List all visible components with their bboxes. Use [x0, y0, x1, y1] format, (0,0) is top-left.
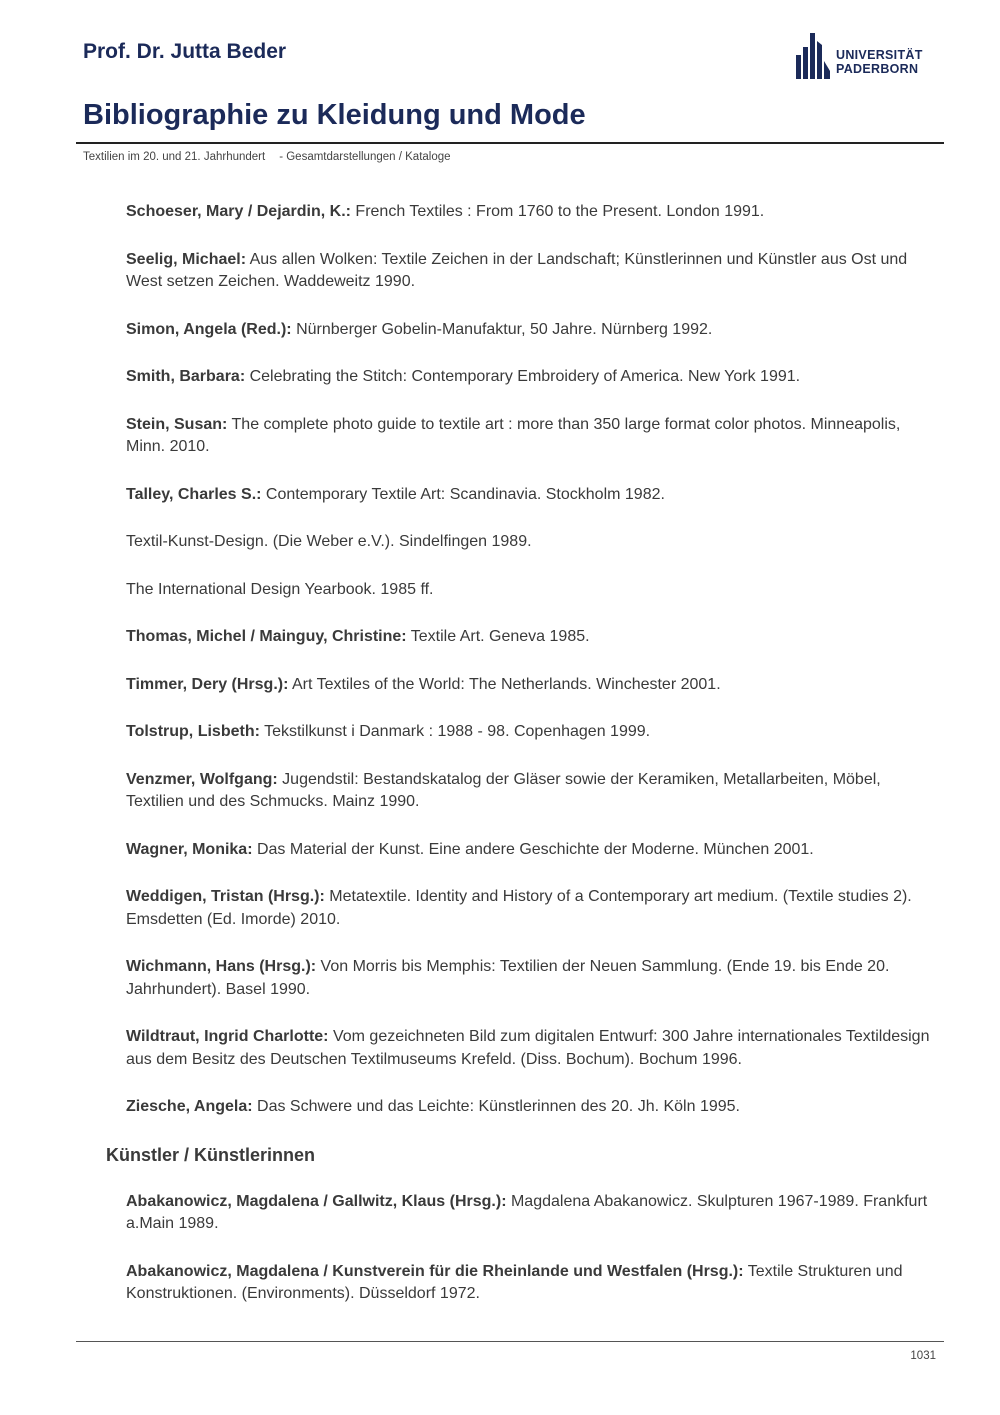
bib-author: Abakanowicz, Magdalena / Gallwitz, Klaus (Hrsg.):: [126, 1192, 507, 1210]
bib-text: The International Design Yearbook. 1985 ff.: [126, 580, 434, 598]
bib-author: Wichmann, Hans (Hrsg.):: [126, 958, 317, 975]
bib-entry: [126, 1026, 936, 1071]
university-paderborn-logo-icon: [794, 31, 832, 81]
bib-text: Contemporary Textile Art: Scandinavia. Stockholm 1982.: [261, 485, 665, 503]
bib-entry: [126, 249, 936, 294]
bib-author: Thomas, Michel / Mainguy, Christine:: [126, 628, 407, 645]
header-divider: [76, 142, 944, 144]
document-title: Bibliographie zu Kleidung und Mode: [83, 99, 586, 131]
bib-text: Textile Art. Geneva 1985.: [406, 628, 590, 645]
bib-entry: [126, 839, 936, 862]
bib-text: Art Textiles of the World: The Netherlands. Winchester 2001.: [288, 675, 721, 693]
bib-entry: [126, 626, 936, 649]
bib-text: The complete photo guide to textile art : more than 350 large format color photos. Minneapolis, Minn. 2010.: [126, 415, 901, 455]
logo-line-2: PADERBORN: [836, 62, 919, 76]
subtitle-right: - Gesamtdarstellungen / Kataloge: [279, 151, 451, 163]
bib-author: Ziesche, Angela:: [126, 1098, 253, 1115]
logo-line-1: UNIVERSITÄT: [836, 48, 923, 62]
bib-text: Von Morris bis Memphis: Textilien der Neuen Sammlung. (Ende 19. bis Ende 20. Jahrhundert). Basel 1990.: [126, 958, 890, 998]
bib-text: Textil-Kunst-Design. (Die Weber e.V.). Sindelfingen 1989.: [126, 533, 532, 550]
bib-entry: [126, 721, 936, 744]
bib-entry: [126, 956, 936, 1001]
bib-entry: [126, 484, 936, 507]
bib-entry: [126, 579, 936, 602]
bib-text: French Textiles : From 1760 to the Present. London 1991.: [350, 203, 765, 220]
bib-text: Das Schwere und das Leichte: Künstlerinnen des 20. Jh. Köln 1995.: [252, 1098, 740, 1115]
bib-entry: [126, 366, 936, 389]
page-number: 1031: [910, 1350, 936, 1362]
bib-entry: [126, 1261, 936, 1306]
bib-text: Aus allen Wolken: Textile Zeichen in der Landschaft; Künstlerinnen und Künstler aus Ost und West setzen Zeichen. Waddeweitz 1990.: [126, 250, 908, 290]
section-heading: Künstler / Künstlerinnen: [106, 1144, 316, 1165]
bib-text: Metatextile. Identity and History of a Contemporary art medium. (Textile studies 2). Emsdetten (Ed. Imorde) 2010.: [126, 888, 912, 928]
bib-author: Abakanowicz, Magdalena / Kunstverein für die Rheinlande und Westfalen (Hrsg.):: [126, 1262, 744, 1280]
bib-entry: [126, 1191, 936, 1236]
bib-text: Magdalena Abakanowicz. Skulpturen 1967-1989. Frankfurt a.Main 1989.: [126, 1192, 928, 1232]
author-name: Prof. Dr. Jutta Beder: [83, 40, 287, 63]
bib-author: Weddigen, Tristan (Hrsg.):: [126, 888, 325, 905]
bib-author: Talley, Charles S.:: [126, 485, 262, 503]
bib-author: Seelig, Michael:: [126, 250, 247, 268]
bib-author: Tolstrup, Lisbeth:: [126, 723, 260, 740]
bib-text: Celebrating the Stitch: Contemporary Embroidery of America. New York 1991.: [245, 368, 801, 385]
footer-divider: [76, 1341, 944, 1342]
bib-author: Timmer, Dery (Hrsg.):: [126, 675, 289, 693]
bib-entry: [126, 1096, 936, 1119]
bib-text: Tekstilkunst i Danmark : 1988 - 98. Copenhagen 1999.: [259, 723, 651, 740]
bib-author: Simon, Angela (Red.):: [126, 320, 292, 338]
bib-entry: [126, 674, 936, 697]
bib-text: Textile Strukturen und Konstruktionen. (Environments). Düsseldorf 1972.: [126, 1262, 903, 1302]
bib-entry: [126, 414, 936, 459]
bib-author: Wagner, Monika:: [126, 840, 253, 858]
bib-author: Venzmer, Wolfgang:: [126, 770, 278, 788]
bib-author: Schoeser, Mary / Dejardin, K.:: [126, 203, 351, 220]
bibliography-list: [106, 201, 936, 1331]
bib-entry: [126, 319, 936, 342]
bib-text: Das Material der Kunst. Eine andere Geschichte der Moderne. München 2001.: [252, 840, 814, 858]
bib-text: Vom gezeichneten Bild zum digitalen Entwurf: 300 Jahre internationales Textildesign aus dem Besitz des Deutschen Textilmuseums Krefeld. (Diss. Bochum). Bochum 1996.: [126, 1028, 930, 1068]
subtitle-left: Textilien im 20. und 21. Jahrhundert: [83, 151, 266, 163]
bib-text: Jugendstil: Bestandskatalog der Gläser sowie der Keramiken, Metallarbeiten, Möbel, Textilien und des Schmucks. Mainz 1990.: [126, 770, 881, 810]
running-header: [83, 151, 451, 163]
bib-entry: [126, 201, 936, 224]
bib-entry: [126, 886, 936, 931]
bib-text: Nürnberger Gobelin-Manufaktur, 50 Jahre. Nürnberg 1992.: [291, 320, 713, 338]
bib-author: Stein, Susan:: [126, 415, 228, 433]
bib-author: Wildtraut, Ingrid Charlotte:: [126, 1028, 329, 1045]
university-logo: [794, 31, 944, 83]
bib-entry: [126, 769, 936, 814]
bib-entry: [126, 531, 936, 554]
bib-author: Smith, Barbara:: [126, 368, 246, 385]
